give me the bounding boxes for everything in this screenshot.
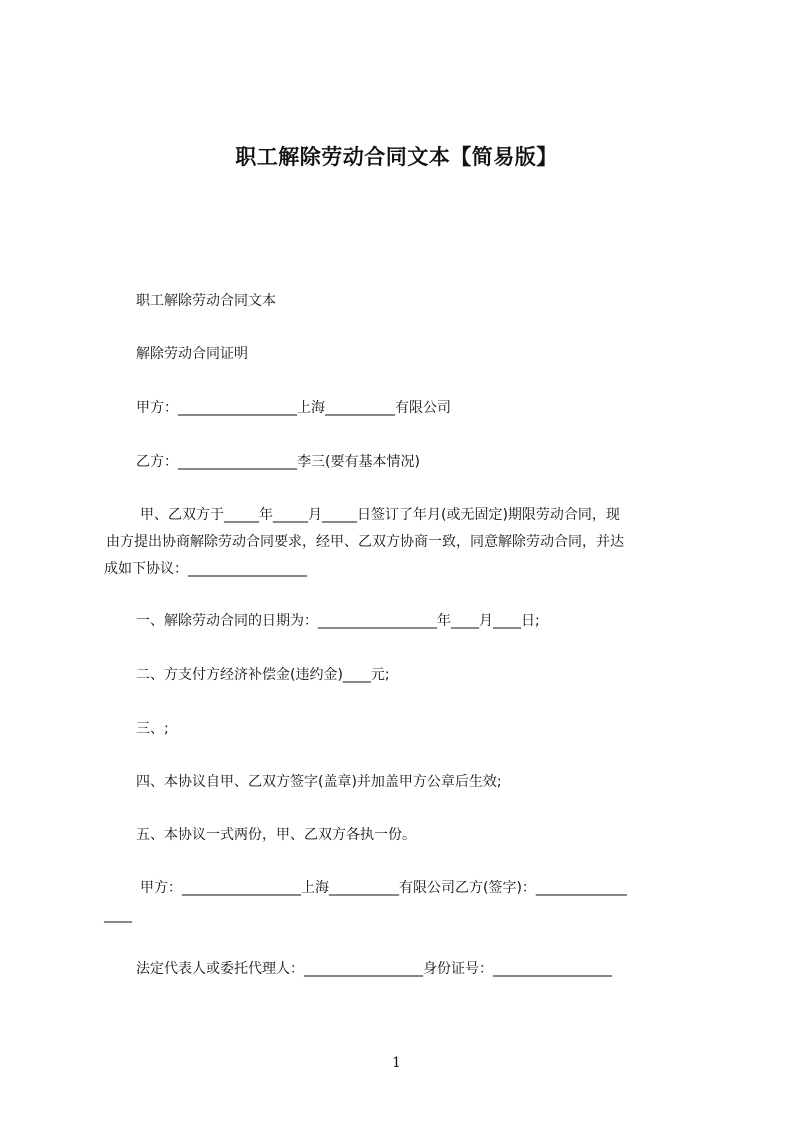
clause-1-termination-date: 一、解除劳动合同的日期为：_________________年____月____日; <box>136 613 540 629</box>
certificate-heading: 解除劳动合同证明 <box>136 346 248 362</box>
agreement-paragraph-row-2: 由方提出协商解除劳动合同要求，经甲、乙双方协商一致，同意解除劳动合同，并达 <box>106 534 624 550</box>
clause-2-compensation: 二、方支付方经济补偿金(违约金)____元; <box>136 667 390 683</box>
contract-name-line: 职工解除劳动合同文本 <box>136 293 276 309</box>
clause-4-effective: 四、本协议自甲、乙双方签字(盖章)并加盖甲方公章后生效; <box>136 774 502 790</box>
agreement-paragraph <box>104 502 702 583</box>
agreement-paragraph-row-3: 成如下协议：_________________ <box>104 561 307 577</box>
party-a-line: 甲方：_________________上海__________有限公司 <box>136 400 451 416</box>
signature-paragraph-row-1: 甲方：_________________上海__________有限公司乙方(签字)：_____________ <box>140 880 627 896</box>
page-number: 1 <box>392 1055 401 1071</box>
signature-paragraph <box>104 875 702 929</box>
signature-paragraph-row-2: ____ <box>104 907 132 923</box>
document-title: 职工解除劳动合同文本【简易版】 <box>235 145 558 169</box>
party-b-line: 乙方：_________________李三(要有基本情况) <box>136 454 420 470</box>
clause-3: 三、; <box>136 721 169 737</box>
agreement-paragraph-row-1: 甲、乙双方于_____年_____月_____日签订了年月(或无固定)期限劳动合同，现 <box>140 507 620 523</box>
clause-5-copies: 五、本协议一式两份，甲、乙双方各执一份。 <box>136 827 416 843</box>
legal-representative-line: 法定代表人或委托代理人：_________________身份证号：_________________ <box>136 961 612 977</box>
